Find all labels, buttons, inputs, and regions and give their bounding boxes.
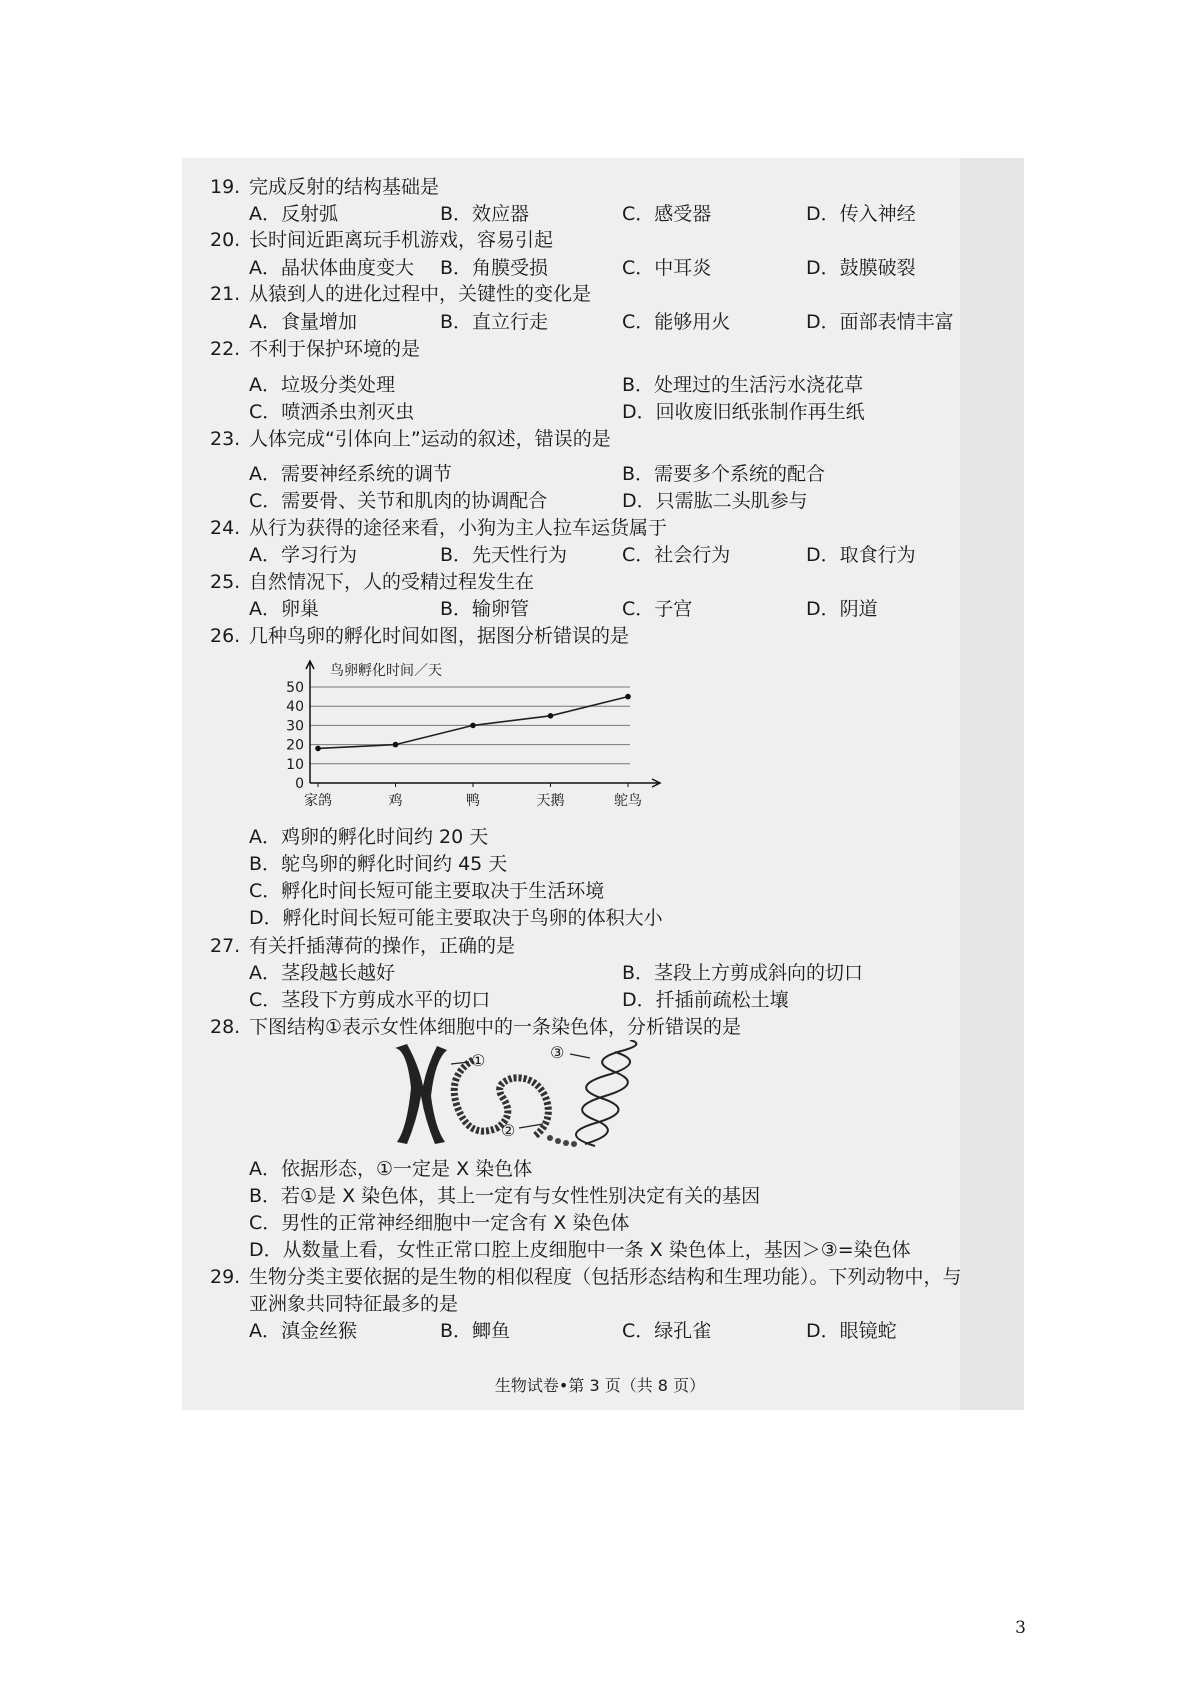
question-stem: 长时间近距离玩手机游戏，容易引起 — [249, 229, 554, 251]
page-footer: 生物试卷•第 3 页（共 8 页） — [494, 1376, 706, 1395]
question-number: 28. — [210, 1016, 241, 1038]
option-d: D．阴道 — [806, 598, 878, 620]
data-point — [470, 723, 476, 729]
y-tick-label: 0 — [295, 776, 304, 792]
bead-string — [547, 1135, 577, 1147]
option-b: B．茎段上方剪成斜向的切口 — [622, 962, 864, 984]
option-d: D．传入神经 — [806, 203, 916, 225]
option-a: A．晶状体曲度变大 — [249, 257, 414, 279]
y-tick-label: 10 — [286, 756, 304, 773]
question-number: 23. — [210, 428, 241, 450]
option-a: A．垃圾分类处理 — [249, 374, 395, 396]
option-b: B．先天性行为 — [440, 544, 568, 566]
option-d: D．只需肱二头肌参与 — [622, 490, 808, 512]
question-stem: 生物分类主要依据的是生物的相似程度（包括形态结构和生理功能）。下列动物中，与 — [249, 1266, 962, 1288]
data-point — [393, 742, 399, 748]
option-b: B．需要多个系统的配合 — [622, 463, 826, 485]
question-stem: 几种鸟卵的孵化时间如图，据图分析错误的是 — [249, 625, 630, 647]
option-c: C．子宫 — [622, 598, 693, 620]
y-tick-label: 30 — [286, 718, 304, 735]
x-tick-label: 家鸽 — [304, 793, 332, 809]
option-a: A．茎段越长越好 — [249, 962, 395, 984]
question-number: 26. — [210, 625, 241, 647]
question-number: 20. — [210, 229, 241, 251]
option-d: D．面部表情丰富 — [806, 311, 954, 333]
question-stem: 人体完成“引体向上”运动的叙述，错误的是 — [249, 428, 611, 450]
question-stem: 完成反射的结构基础是 — [249, 176, 440, 198]
hatching-time-chart — [270, 655, 690, 815]
double-helix — [576, 1040, 636, 1146]
question-number: 22. — [210, 338, 241, 360]
question-stem: 从行为获得的途径来看，小狗为主人拉车运货属于 — [249, 517, 668, 539]
question-number: 19. — [210, 176, 241, 198]
option-d: D．扦插前疏松土壤 — [622, 989, 789, 1011]
option-b: B．角膜受损 — [440, 257, 549, 279]
option-a: A．学习行为 — [249, 544, 357, 566]
option-a: A．反射弧 — [249, 203, 338, 225]
question-number: 27. — [210, 935, 241, 957]
option-d: D．孵化时间长短可能主要取决于鸟卵的体积大小 — [249, 907, 663, 929]
x-tick-label: 鸡 — [388, 793, 403, 809]
data-point — [315, 746, 321, 752]
option-b: B．输卵管 — [440, 598, 530, 620]
option-d: D．鼓膜破裂 — [806, 257, 916, 279]
option-d: D．从数量上看，女性正常口腔上皮细胞中一条 X 染色体上，基因＞③=染色体 — [249, 1239, 911, 1261]
chromosome-diagram — [385, 1040, 675, 1150]
question-number: 24. — [210, 517, 241, 539]
question-stem: 从猿到人的进化过程中，关键性的变化是 — [249, 283, 592, 305]
option-c: C．能够用火 — [622, 311, 731, 333]
x-tick-label: 天鹅 — [536, 793, 565, 809]
y-tick-label: 20 — [286, 737, 304, 754]
question-number: 21. — [210, 283, 241, 305]
option-c: C．社会行为 — [622, 544, 731, 566]
chromosome-figure — [395, 1044, 447, 1144]
option-b: B．效应器 — [440, 203, 530, 225]
y-axis-label: 鸟卵孵化时间／天 — [330, 663, 442, 679]
label-3: ③ — [550, 1043, 565, 1062]
question-stem: 下图结构①表示女性体细胞中的一条染色体，分析错误的是 — [249, 1016, 742, 1038]
option-d: D．回收废旧纸张制作再生纸 — [622, 401, 865, 423]
option-c: C．绿孔雀 — [622, 1320, 712, 1342]
y-tick-label: 50 — [286, 680, 304, 696]
option-a: A．鸡卵的孵化时间约 20 天 — [249, 826, 489, 848]
option-a: A．食量增加 — [249, 311, 357, 333]
label-2: ② — [501, 1121, 516, 1140]
data-point — [548, 713, 554, 719]
x-tick-label: 鸭 — [466, 793, 480, 809]
option-c: C．孵化时间长短可能主要取决于生活环境 — [249, 880, 605, 902]
scan-edge-shadow — [960, 158, 1024, 1410]
question-number: 29. — [210, 1266, 241, 1288]
question-stem: 不利于保护环境的是 — [249, 338, 421, 360]
option-c: C．感受器 — [622, 203, 712, 225]
option-a: A．滇金丝猴 — [249, 1320, 357, 1342]
option-a: A．依据形态，①一定是 X 染色体 — [249, 1158, 533, 1180]
option-a: A．卵巢 — [249, 598, 319, 620]
question-stem: 自然情况下，人的受精过程发生在 — [249, 571, 535, 593]
option-b: B．鸵鸟卵的孵化时间约 45 天 — [249, 853, 508, 875]
label-1: ① — [471, 1051, 486, 1070]
data-point — [625, 694, 631, 700]
option-a: A．需要神经系统的调节 — [249, 463, 452, 485]
option-b: B．处理过的生活污水浇花草 — [622, 374, 864, 396]
option-b: B．若①是 X 染色体，其上一定有与女性性别决定有关的基因 — [249, 1185, 761, 1207]
option-c: C．茎段下方剪成水平的切口 — [249, 989, 491, 1011]
option-b: B．鲫鱼 — [440, 1320, 511, 1342]
page-number: 3 — [1015, 1618, 1026, 1638]
option-b: B．直立行走 — [440, 311, 549, 333]
option-c: C．喷洒杀虫剂灭虫 — [249, 401, 415, 423]
question-stem: 有关扦插薄荷的操作，正确的是 — [249, 935, 516, 957]
x-tick-label: 鸵鸟 — [614, 793, 642, 809]
question-number: 25. — [210, 571, 241, 593]
option-d: D．取食行为 — [806, 544, 916, 566]
option-c: C．中耳炎 — [622, 257, 712, 279]
question-stem-continued: 亚洲象共同特征最多的是 — [249, 1293, 459, 1315]
y-tick-label: 40 — [286, 699, 304, 716]
option-c: C．男性的正常神经细胞中一定含有 X 染色体 — [249, 1212, 630, 1234]
series-line — [318, 697, 628, 749]
option-d: D．眼镜蛇 — [806, 1320, 897, 1342]
option-c: C．需要骨、关节和肌肉的协调配合 — [249, 490, 548, 512]
